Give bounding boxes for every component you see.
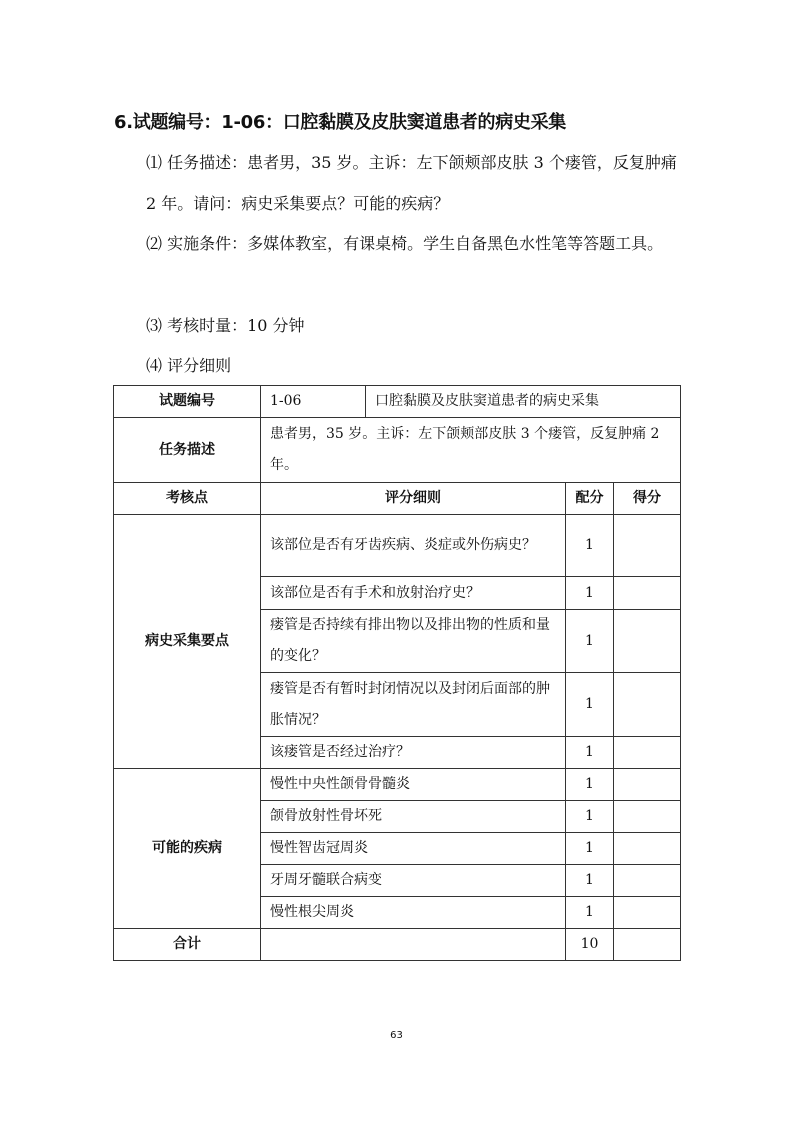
total-empty-cell (261, 929, 566, 961)
paragraph-text: ⑵ 实施条件：多媒体教室，有课桌椅。学生自备黑色水性笔等答题工具。 (146, 234, 664, 253)
earned-score-cell[interactable] (614, 801, 681, 833)
id-title: 口腔黏膜及皮肤窦道患者的病史采集 (366, 386, 681, 418)
criterion-text: 牙周牙髓联合病变 (261, 865, 566, 897)
criterion-score: 1 (566, 801, 614, 833)
criterion-text: 该部位是否有牙齿疾病、炎症或外伤病史？ (261, 515, 566, 577)
earned-score-cell[interactable] (614, 769, 681, 801)
criterion-text: 慢性智齿冠周炎 (261, 833, 566, 865)
earned-score-cell[interactable] (614, 833, 681, 865)
earned-score-cell[interactable] (614, 577, 681, 610)
criterion-text: 瘘管是否持续有排出物以及排出物的性质和量的变化？ (261, 610, 566, 673)
table-row (114, 418, 681, 483)
criterion-score: 1 (566, 865, 614, 897)
criterion-score: 1 (566, 737, 614, 769)
header-cell: 考核点 (114, 483, 261, 515)
paragraph-scoring (114, 345, 680, 386)
page-number: 63 (390, 1030, 403, 1041)
criterion-text: 该瘘管是否经过治疗？ (261, 737, 566, 769)
paragraph-time (114, 305, 680, 346)
total-earned-cell[interactable] (614, 929, 681, 961)
criterion-text: 瘘管是否有暂时封闭情况以及封闭后面部的肿胀情况？ (261, 673, 566, 737)
section-title: 6.试题编号：1-06：口腔黏膜及皮肤窦道患者的病史采集 (114, 112, 567, 133)
group-name: 病史采集要点 (114, 515, 261, 769)
scoring-table (113, 385, 681, 961)
id-label: 试题编号 (114, 386, 261, 418)
earned-score-cell[interactable] (614, 515, 681, 577)
paragraph-text: ⑷ 评分细则 (146, 356, 232, 375)
earned-score-cell[interactable] (614, 673, 681, 737)
earned-score-cell[interactable] (614, 737, 681, 769)
criterion-text: 该部位是否有手术和放射治疗史？ (261, 577, 566, 610)
header-cell: 得分 (614, 483, 681, 515)
total-label: 合计 (114, 929, 261, 961)
criterion-score: 1 (566, 515, 614, 577)
header-cell: 配分 (566, 483, 614, 515)
paragraph-text: ⑴ 任务描述：患者男，35 岁。主诉：左下颌颊部皮肤 3 个瘘管，反复肿痛 2 年。请问：病史采集要点？可能的疾病？ (146, 153, 677, 213)
criterion-text: 慢性根尖周炎 (261, 897, 566, 929)
paragraph-task (114, 142, 680, 224)
task-value: 患者男，35 岁。主诉：左下颌颊部皮肤 3 个瘘管，反复肿痛 2 年。 (261, 418, 681, 483)
criterion-score: 1 (566, 577, 614, 610)
total-row (114, 929, 681, 961)
earned-score-cell[interactable] (614, 610, 681, 673)
group-name: 可能的疾病 (114, 769, 261, 929)
criterion-score: 1 (566, 897, 614, 929)
earned-score-cell[interactable] (614, 865, 681, 897)
table-row (114, 769, 681, 801)
task-label: 任务描述 (114, 418, 261, 483)
criterion-score: 1 (566, 673, 614, 737)
paragraph-conditions (114, 223, 680, 264)
earned-score-cell[interactable] (614, 897, 681, 929)
criterion-score: 1 (566, 769, 614, 801)
header-cell: 评分细则 (261, 483, 566, 515)
id-value: 1-06 (261, 386, 366, 418)
table-row (114, 386, 681, 418)
table-row (114, 515, 681, 577)
criterion-text: 慢性中央性颌骨骨髓炎 (261, 769, 566, 801)
criterion-text: 颌骨放射性骨坏死 (261, 801, 566, 833)
total-score: 10 (566, 929, 614, 961)
criterion-score: 1 (566, 833, 614, 865)
paragraph-text: ⑶ 考核时量：10 分钟 (146, 316, 305, 335)
table-header-row (114, 483, 681, 515)
criterion-score: 1 (566, 610, 614, 673)
